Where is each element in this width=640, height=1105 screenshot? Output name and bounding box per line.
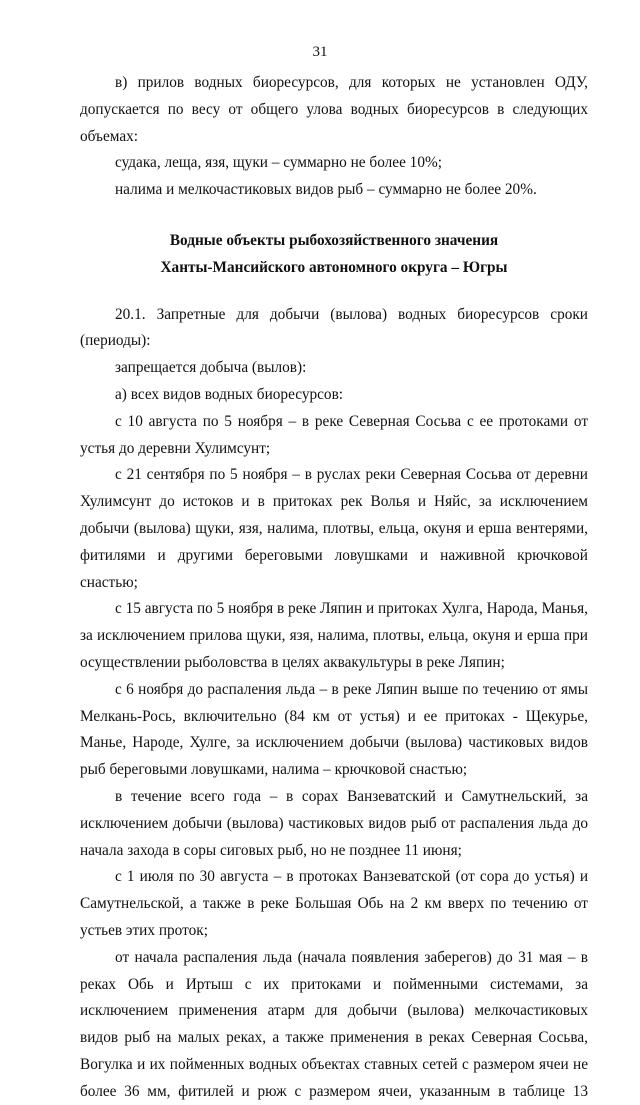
paragraph-sors-year: в течение всего года – в сорах Ванзеватский и Самутнельский, за исключением добычи (вылова) частиковых видов рыб от распаления льда до начала захода в соры сиговых рыб, но не позднее 11 июня; bbox=[80, 787, 588, 859]
spacer bbox=[80, 204, 588, 228]
page-number: 31 bbox=[312, 44, 328, 60]
paragraph-prohibited: запрещается добыча (вылов): bbox=[115, 359, 307, 377]
document-body bbox=[80, 70, 588, 1105]
paragraph-bycatch-intro: в) прилов водных биоресурсов, для которых не установлен ОДУ, допускается по весу от общего улова водных биоресурсов в следующих объемах: bbox=[80, 74, 588, 145]
paragraph-channels-july: с 1 июля по 30 августа – в протоках Ванзеватской (от сора до устья) и Самутнельской, а также в реке Большая Обь на 2 км вверх по течению от устьев этих проток; bbox=[80, 868, 588, 939]
paragraph-lyapin-nov: с 6 ноября до распаления льда – в реке Ляпин выше по течению от ямы Мелкань-Рось, включительно (84 км от устья) и ее притоках - Щекурье, Манье, Народе, Хулге, за исключением добычи (вылова) частиковых видов рыб береговыми ловушками, налима – крючковой снастью; bbox=[80, 680, 588, 779]
paragraph-north-sosva-sep: с 21 сентября по 5 ноября – в руслах реки Северная Сосьва от деревни Хулимсунт до истоков и в притоках рек Волья и Няйс, за исключением добычи (вылова) щуки, язя, налима, плотвы, ельца, окуня и ерша вентерями, фитилями и другими береговыми ловушками и наживной крючковой снастью; bbox=[80, 466, 588, 591]
paragraph-all-species: а) всех видов водных биоресурсов: bbox=[115, 385, 344, 403]
section-heading-line2: Ханты-Мансийского автономного округа – Югры bbox=[160, 258, 508, 276]
paragraph-clause-20-1: 20.1. Запретные для добычи (вылова) водных биоресурсов сроки (периоды): bbox=[80, 305, 588, 350]
paragraph-ob-irtysh: от начала распаления льда (начала появления заберегов) до 31 мая – в реках Обь и Иртыш с их притоками и пойменными системами, за исключением применения атарм для добычи (вылова) мелкочастиковых видов рыб на малых реках, а также применения в реках Северная Сосьва, Вогулка и их пойменных водных объектах ставных сетей с размером ячеи не более 36 мм, фитилей и рюж с размером ячеи, указанным в таблице 13 bbox=[80, 948, 588, 1100]
paragraph-bycatch-pike: судака, леща, язя, щуки – суммарно не более 10%; bbox=[115, 154, 442, 172]
spacer bbox=[80, 282, 588, 302]
paragraph-north-sosva-aug: с 10 августа по 5 ноября – в реке Северная Сосьва с ее протоками от устья до деревни Хулимсунт; bbox=[80, 412, 588, 457]
paragraph-bycatch-burbot: налима и мелкочастиковых видов рыб – суммарно не более 20%. bbox=[115, 181, 537, 199]
paragraph-lyapin-aug: с 15 августа по 5 ноября в реке Ляпин и притоках Хулга, Народа, Манья, за исключением прилова щуки, язя, налима, плотвы, ельца, окуня и ерша при осуществлении рыболовства в целях аквакультуры в реке Ляпин; bbox=[80, 600, 588, 671]
section-heading-line1: Водные объекты рыбохозяйственного значения bbox=[169, 231, 499, 249]
